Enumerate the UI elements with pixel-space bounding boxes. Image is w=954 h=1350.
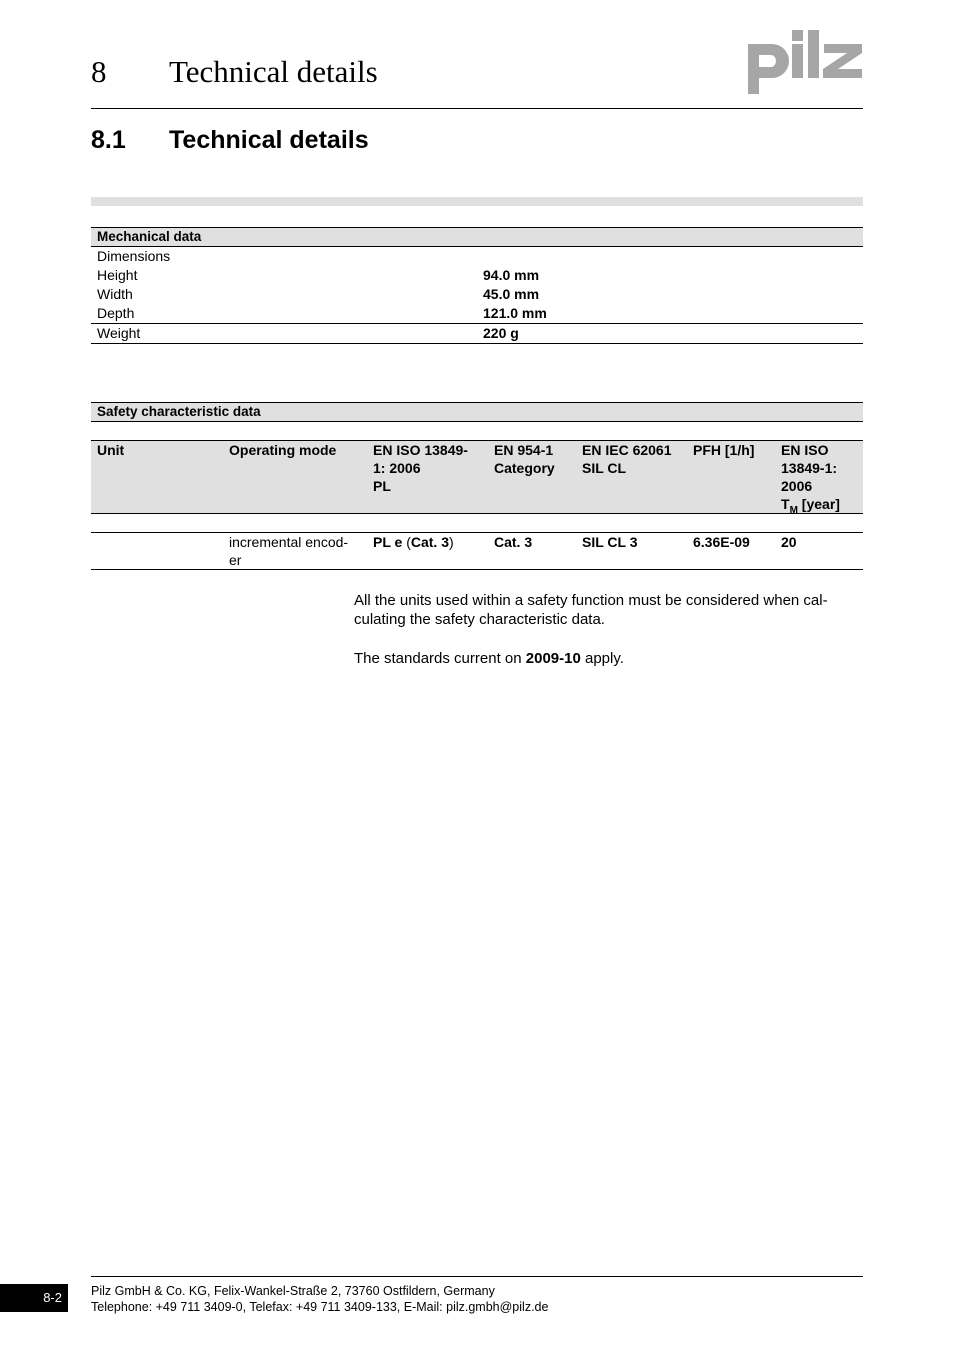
footer-address: Pilz GmbH & Co. KG, Felix-Wankel-Straße 2, 73760 Ostfildern, Germany <box>91 1284 495 1298</box>
cell-operating-mode: incremental encod- er <box>229 534 349 568</box>
mechanical-table-header: Mechanical data <box>91 227 863 247</box>
footer-rule <box>91 1276 863 1277</box>
mechanical-data-table <box>91 227 863 344</box>
safety-data-table <box>91 402 863 568</box>
col-tm: EN ISO 13849-1: 2006 $T_M$ [year] <box>781 442 840 516</box>
chapter-heading <box>91 52 378 92</box>
section-title: Technical details <box>169 126 369 154</box>
table-row <box>91 266 863 285</box>
chapter-title: Technical details <box>169 54 378 89</box>
cell-sil: SIL CL 3 <box>582 534 638 550</box>
cell-pfh: 6.36E-09 <box>693 534 750 550</box>
col-iec-62061: EN IEC 62061 SIL CL <box>582 442 672 476</box>
col-unit: Unit <box>97 442 125 458</box>
table-row <box>91 532 863 570</box>
note-units: All the units used within a safety function must be considered when cal- culating the safety characteristic data. <box>354 592 828 628</box>
cell-category: Cat. 3 <box>494 534 533 550</box>
column-header-row <box>91 440 863 514</box>
col-operating-mode: Operating mode <box>229 442 337 458</box>
row-label: Width <box>97 286 133 302</box>
col-pfh: PFH [1/h] <box>693 442 755 458</box>
safety-table-header: Safety characteristic data <box>91 402 863 422</box>
table-row <box>91 304 863 323</box>
cell-tm: 20 <box>781 534 797 550</box>
cell-pl: PL e (Cat. 3) <box>373 534 454 550</box>
note-standards: The standards current on 2009-10 apply. <box>354 650 624 667</box>
row-value: 45.0 mm <box>483 286 540 302</box>
pilz-logo <box>746 28 864 94</box>
header-rule <box>91 108 863 109</box>
row-label: Dimensions <box>97 248 171 264</box>
table-row <box>91 285 863 304</box>
section-heading <box>91 124 369 156</box>
row-label: Weight <box>97 325 141 341</box>
row-value: 94.0 mm <box>483 267 540 283</box>
page-number: 8-2 <box>0 1284 68 1312</box>
col-en954: EN 954-1 Category <box>494 442 555 476</box>
col-en-iso-pl: EN ISO 13849- 1: 2006 PL <box>373 442 468 494</box>
table-row <box>91 323 863 344</box>
row-value: 220 g <box>483 325 519 341</box>
row-value: 121.0 mm <box>483 305 547 321</box>
table-row <box>91 247 863 266</box>
chapter-number: 8 <box>91 54 107 89</box>
divider-bar <box>91 197 863 206</box>
section-number: 8.1 <box>91 126 126 154</box>
row-label: Depth <box>97 305 135 321</box>
row-label: Height <box>97 267 138 283</box>
footer-contact: Telephone: +49 711 3409-0, Telefax: +49 711 3409-133, E-Mail: pilz.gmbh@pilz.de <box>91 1300 549 1314</box>
